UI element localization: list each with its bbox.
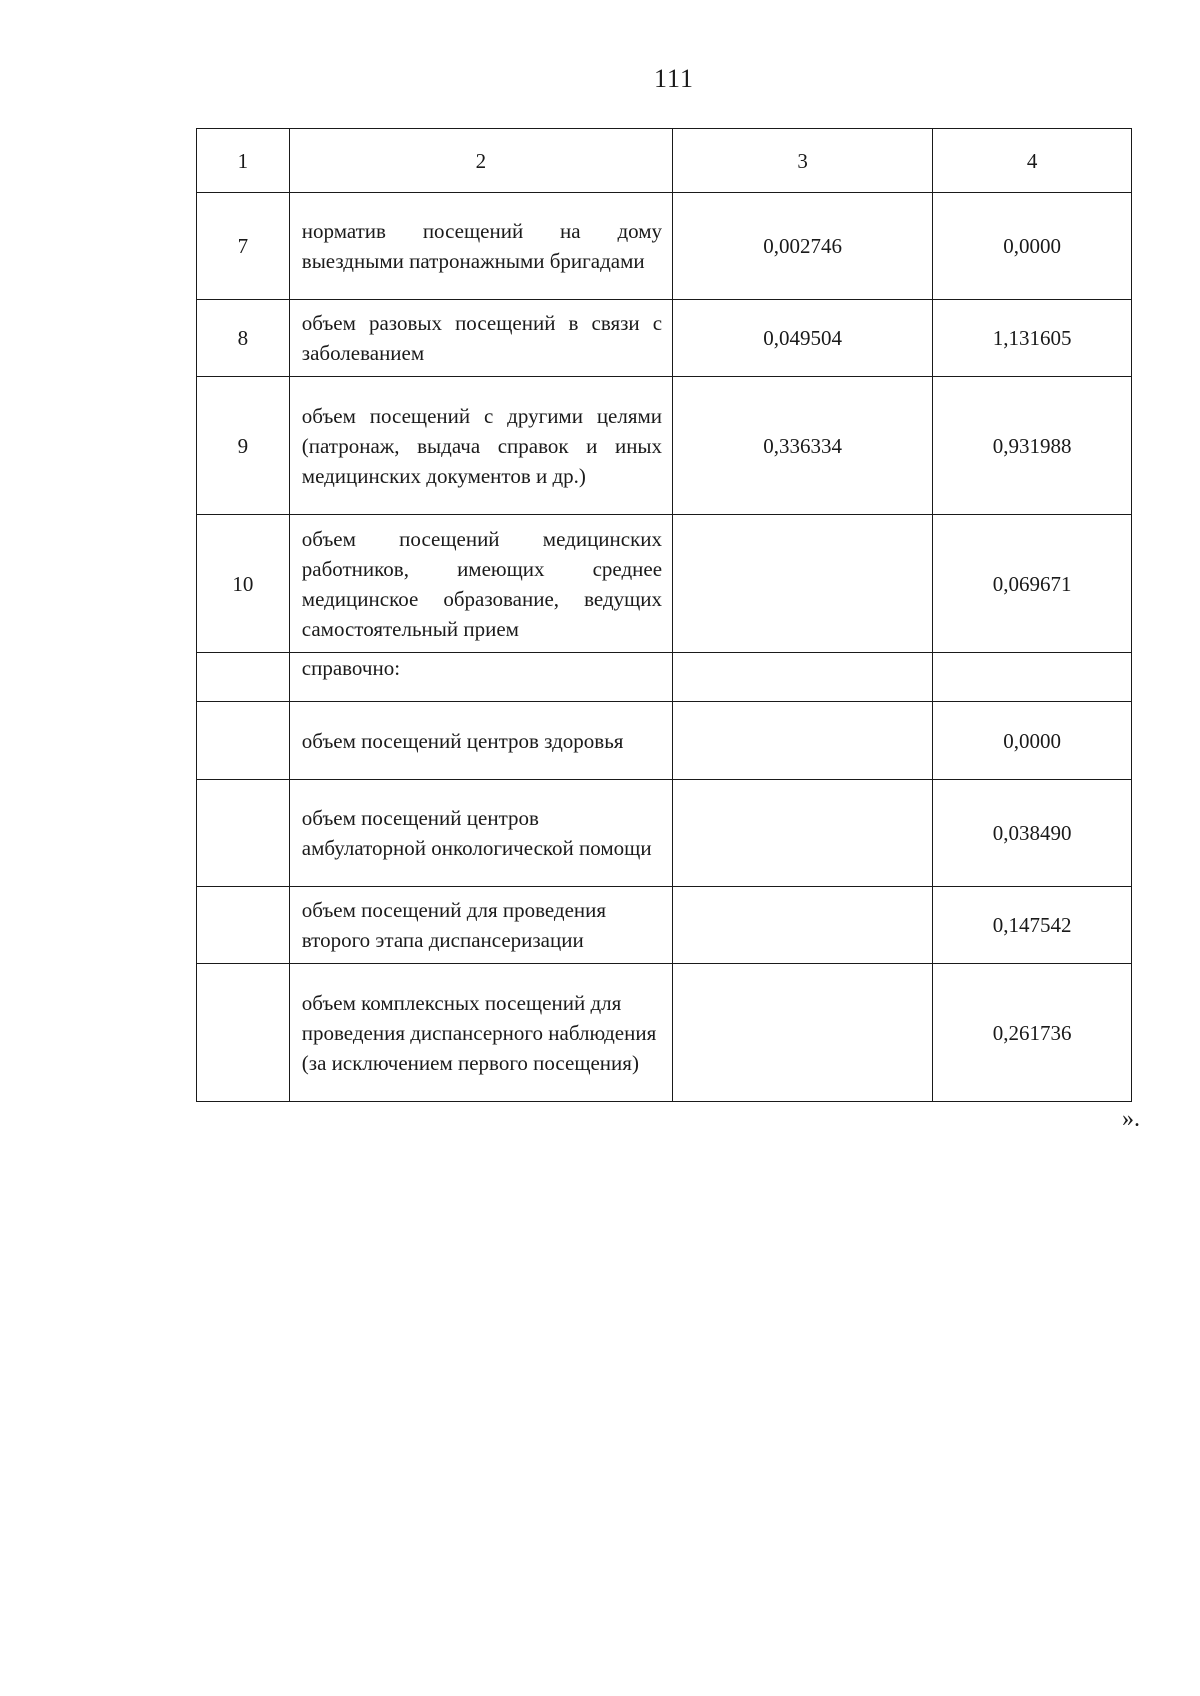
- row-number: [197, 964, 290, 1102]
- row-number: [197, 702, 290, 780]
- row-description: объем разовых посещений в связи с заболеванием: [289, 300, 672, 377]
- row-value-col3: [673, 887, 933, 964]
- row-description: справочно:: [289, 653, 672, 702]
- row-value-col3: [673, 964, 933, 1102]
- row-description: объем посещений с другими целями (патронаж, выдача справок и иных медицинских документов и др.): [289, 377, 672, 515]
- row-value-col3: [673, 780, 933, 887]
- row-value-col4: 0,931988: [933, 377, 1132, 515]
- row-number: 8: [197, 300, 290, 377]
- header-cell: 4: [933, 129, 1132, 193]
- closing-quote-mark: ».: [1122, 1106, 1140, 1132]
- row-description: объем посещений центров амбулаторной онкологической помощи: [289, 780, 672, 887]
- table-row: [197, 300, 1132, 377]
- row-value-col4: 0,0000: [933, 702, 1132, 780]
- row-number: [197, 887, 290, 964]
- row-number: 9: [197, 377, 290, 515]
- table-row: [197, 780, 1132, 887]
- row-value-col4: 0,038490: [933, 780, 1132, 887]
- row-number: 10: [197, 515, 290, 653]
- row-value-col4: 0,0000: [933, 193, 1132, 300]
- row-value-col3: [673, 515, 933, 653]
- table-row: [197, 964, 1132, 1102]
- table-row: [197, 377, 1132, 515]
- row-description: объем посещений для проведения второго этапа диспансеризации: [289, 887, 672, 964]
- table-row: [197, 887, 1132, 964]
- row-value-col3: [673, 702, 933, 780]
- header-cell: 3: [673, 129, 933, 193]
- row-value-col3: 0,002746: [673, 193, 933, 300]
- row-value-col4: 0,147542: [933, 887, 1132, 964]
- row-value-col4: 0,069671: [933, 515, 1132, 653]
- row-number: 7: [197, 193, 290, 300]
- data-table: [196, 128, 1132, 1102]
- row-number: [197, 653, 290, 702]
- row-value-col4: [933, 653, 1132, 702]
- header-cell: 2: [289, 129, 672, 193]
- table-row: [197, 702, 1132, 780]
- row-description: объем комплексных посещений для проведения диспансерного наблюдения (за исключением первого посещения): [289, 964, 672, 1102]
- row-description: норматив посещений на дому выездными патронажными бригадами: [289, 193, 672, 300]
- table-row: [197, 653, 1132, 702]
- row-description: объем посещений центров здоровья: [289, 702, 672, 780]
- page-number: 111: [653, 64, 695, 93]
- row-value-col4: 0,261736: [933, 964, 1132, 1102]
- row-number: [197, 780, 290, 887]
- row-value-col3: [673, 653, 933, 702]
- row-description: объем посещений медицинских работников, имеющих среднее медицинское образование, ведущих самостоятельный прием: [289, 515, 672, 653]
- table-header-row: [197, 129, 1132, 193]
- row-value-col3: 0,049504: [673, 300, 933, 377]
- table-row: [197, 515, 1132, 653]
- table-row: [197, 193, 1132, 300]
- header-cell: 1: [197, 129, 290, 193]
- row-value-col3: 0,336334: [673, 377, 933, 515]
- row-value-col4: 1,131605: [933, 300, 1132, 377]
